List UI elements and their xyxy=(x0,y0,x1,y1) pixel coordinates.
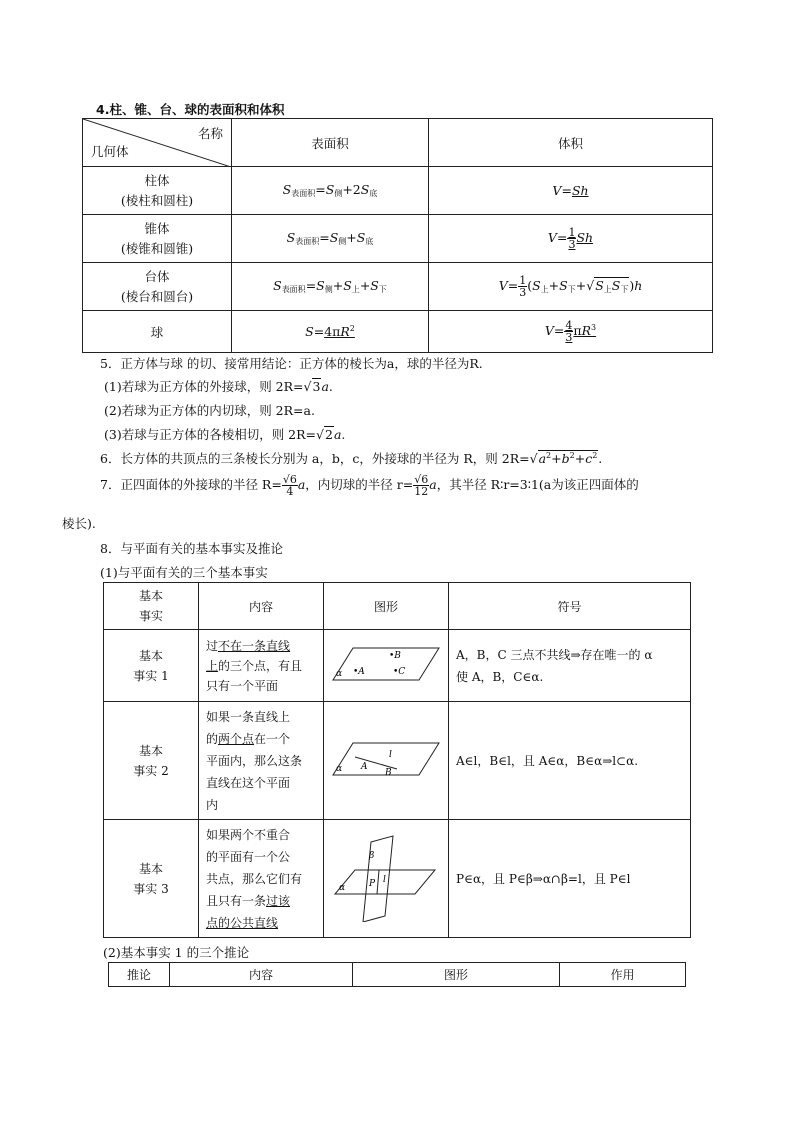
diagonal-header-cell xyxy=(83,119,232,167)
sec7-text: 7．正四面体的外接球的半径 R= $\frac{√6}{4}$ a，内切球的半径 r= $\frac{√6}{12}$ a，其半径 R∶r=3∶1(a为该正四面体的 xyxy=(100,473,639,498)
row-cylinder-label: 柱体 (棱柱和圆柱) xyxy=(83,167,232,215)
fact-3-symbol: P∈α，且 P∈β⇒α∩β=l，且 P∈l xyxy=(449,820,691,938)
col-corollary-use: 作用 xyxy=(560,963,686,987)
col-corollary-figure: 图形 xyxy=(353,963,560,987)
svg-text:•B: •B xyxy=(389,651,401,661)
svg-text:P: P xyxy=(369,879,376,889)
col-corollary: 推论 xyxy=(109,963,170,987)
fact-2-symbol: A∈l，B∈l，且 A∈α，B∈α⇒l⊂α. xyxy=(449,702,691,820)
fact-1-symbol: A，B，C 三点不共线⇒存在唯一的 α 使 A，B，C∈α. xyxy=(449,630,691,702)
fact-1-content: 过不在一条直线 上的三个点，有且 只有一个平面 xyxy=(199,630,324,702)
header-body-label: 几何体 xyxy=(91,144,129,159)
svg-text:l: l xyxy=(389,750,392,760)
area-volume-table xyxy=(82,118,713,353)
sec5-intro: 5．正方体与球 的切、接常用结论：正方体的棱长为a，球的半径为R. xyxy=(100,356,483,371)
svg-text:•C: •C xyxy=(393,667,406,677)
svg-text:α: α xyxy=(336,764,343,774)
two-planes-intersect-diagram xyxy=(331,832,441,922)
sec5-conclusion-1: (1)若球为正方体的外接球，则 2R=√3a. xyxy=(104,379,333,394)
fact-3-content: 如果两个不重合 的平面有一个公 共点，那么它们有 且只有一条过该 点的公共直线 xyxy=(199,820,324,938)
cone-volume-formula: V= $\frac{1}{3}$ Sh xyxy=(429,215,713,263)
sphere-area-formula: $S=4\pi R^2$ xyxy=(232,311,429,353)
row-sphere-label: 球 xyxy=(83,311,232,353)
svg-text:α: α xyxy=(339,883,346,893)
svg-text:α: α xyxy=(336,669,343,679)
col-content: 内容 xyxy=(199,583,324,630)
fact-2-label: 基本 事实 2 xyxy=(104,702,199,820)
row-frustum-label: 台体 (棱台和圆台) xyxy=(83,263,232,311)
sec6-text: 6．长方体的共顶点的三条棱长分别为 a，b，c，外接球的半径为 R，则 $2R=√a^2+b^2+c^2$. xyxy=(100,450,603,466)
col-corollary-content: 内容 xyxy=(170,963,353,987)
plane-three-points-diagram xyxy=(331,644,441,684)
col-symbol: 符号 xyxy=(449,583,691,630)
sec5-conclusion-3: (3)若球与正方体的各棱相切，则 2R=√2a. xyxy=(104,427,346,442)
sec8-subheading-1: (1)与平面有关的三个基本事实 xyxy=(100,565,268,580)
sec8-heading: 8．与平面有关的基本事实及推论 xyxy=(100,541,283,556)
sphere-volume-formula: V= $\frac{4}{3}$ $\pi R^3$ xyxy=(429,311,713,353)
fact-2-figure xyxy=(324,702,449,820)
header-name-label: 名称 xyxy=(197,126,223,141)
sec5-conclusion-2: (2)若球为正方体的内切球，则 2R=a. xyxy=(104,403,315,418)
cone-area-formula: $S_{表面积}=S_侧+S_底$ xyxy=(232,215,429,263)
cylinder-area-formula: $S_{表面积}=S_侧+2S_底$ xyxy=(232,167,429,215)
basic-facts-table xyxy=(103,582,691,938)
svg-text:A: A xyxy=(361,762,368,772)
fact-1-label: 基本 事实 1 xyxy=(104,630,199,702)
svg-text:β: β xyxy=(369,851,375,861)
fact-3-figure xyxy=(324,820,449,938)
sec7-text-cont: 棱长). xyxy=(62,516,96,531)
fact-1-figure xyxy=(324,630,449,702)
corollaries-table xyxy=(108,962,686,987)
svg-text:•A: •A xyxy=(353,667,365,677)
fact-3-label: 基本 事实 3 xyxy=(104,820,199,938)
col-figure: 图形 xyxy=(324,583,449,630)
sec8-subheading-2: (2)基本事实 1 的三个推论 xyxy=(103,945,250,960)
col-basic-fact: 基本 事实 xyxy=(104,583,199,630)
line-in-plane-diagram xyxy=(331,739,441,779)
fact-2-content: 如果一条直线上 的两个点在一个 平面内，那么这条 直线在这个平面 内 xyxy=(199,702,324,820)
frustum-volume-formula: V= $\frac{1}{3}$ $(S_上+S_下+√S_上S_下)h$ xyxy=(429,263,713,311)
col-volume: 体积 xyxy=(429,119,713,167)
frustum-area-formula: $S_{表面积}=S_侧+S_上+S_下$ xyxy=(232,263,429,311)
cylinder-volume-formula: V=Sh xyxy=(429,167,713,215)
col-surface-area: 表面积 xyxy=(232,119,429,167)
row-cone-label: 锥体 (棱锥和圆锥) xyxy=(83,215,232,263)
svg-text:l: l xyxy=(383,875,386,885)
svg-text:B: B xyxy=(385,768,392,778)
section-4-heading: 4.柱、锥、台、球的表面积和体积 xyxy=(96,102,285,117)
